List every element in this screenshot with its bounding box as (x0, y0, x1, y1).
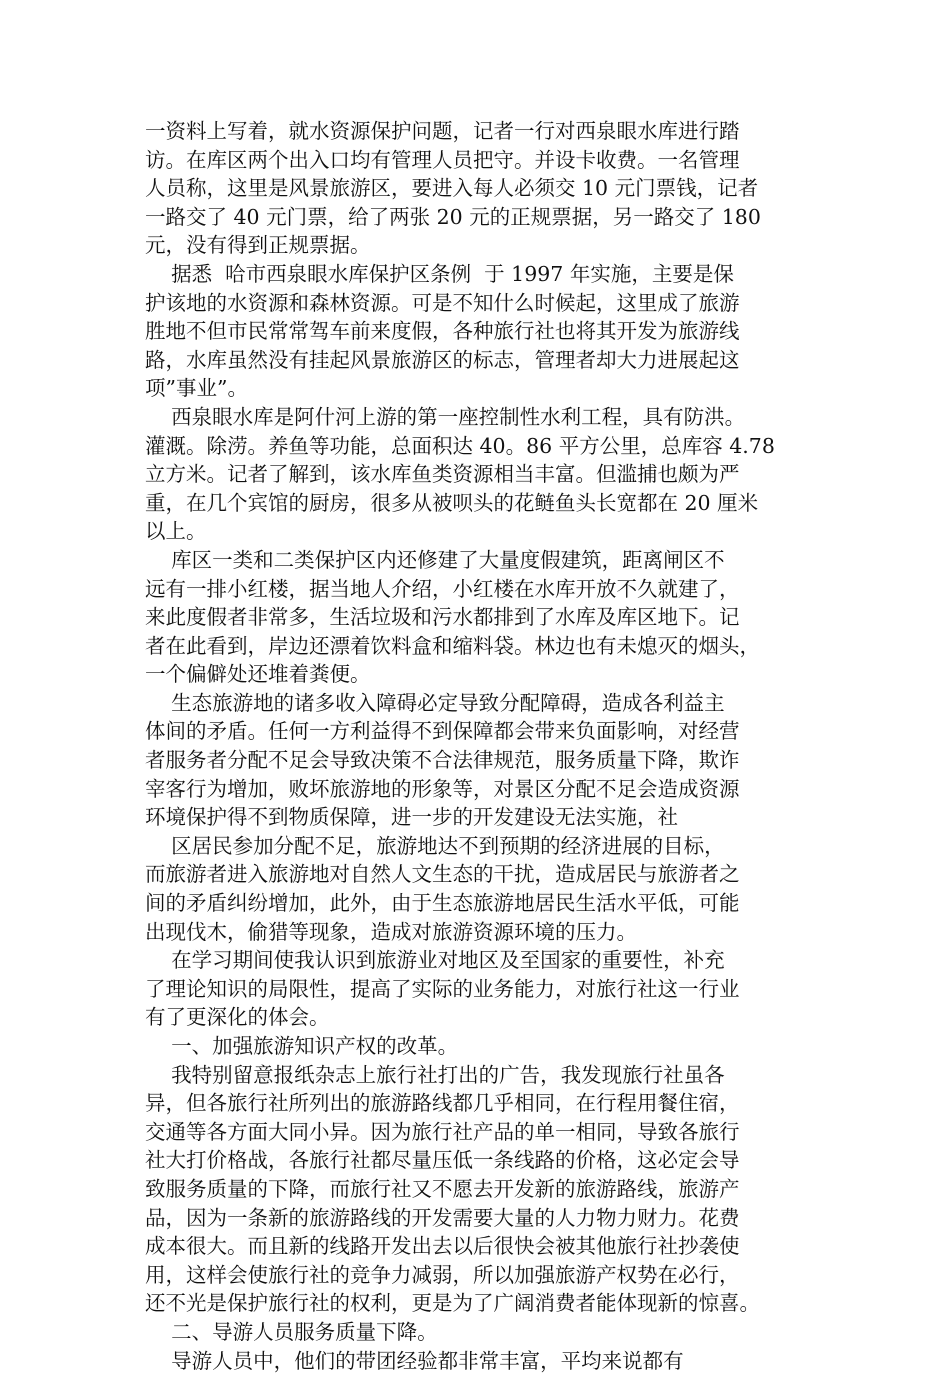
text-line: 西泉眼水库是阿什河上游的第一座控制性水利工程，具有防洪。 (145, 404, 746, 429)
text-line: 远有一排小红楼，据当地人介绍，小红楼在水库开放不久就建了， (145, 576, 740, 601)
text-line: 胜地不但市民常常驾车前来度假，各种旅行社也将其开发为旅游线 (145, 319, 740, 344)
text-line: 区居民参加分配不足，旅游地达不到预期的经济进展的目标， (145, 833, 725, 858)
text-line: 交通等各方面大同小异。因为旅行社产品的单一相同，导致各旅行 (145, 1119, 740, 1144)
text-line: 立方米。记者了解到，该水库鱼类资源相当丰富。但滥捕也颇为严 (145, 462, 740, 487)
text-line: 者服务者分配不足会导致决策不合法律规范，服务质量下降，欺诈 (145, 748, 740, 773)
body-text (145, 117, 815, 1375)
text-line: 人员称，这里是风景旅游区，要进入每人必须交 10 元门票钱，记者 (145, 176, 759, 201)
text-line: 环境保护得不到物质保障，进一步的开发建设无法实施，社 (145, 805, 678, 830)
text-line: 元，没有得到正规票据。 (145, 233, 371, 258)
text-line: 者在此看到，岸边还漂着饮料盒和缩料袋。林边也有未熄灭的烟头， (145, 633, 760, 658)
text-line: 访。在库区两个出入口均有管理人员把守。并设卡收费。一名管理 (145, 147, 740, 172)
text-line: 库区一类和二类保护区内还修建了大量度假建筑，距离闸区不 (145, 547, 725, 572)
text-line: 我特别留意报纸杂志上旅行社打出的广告，我发现旅行社虽各 (145, 1062, 725, 1087)
text-line: 在学习期间使我认识到旅游业对地区及至国家的重要性，补充 (145, 948, 725, 973)
text-line: 宰客行为增加，败坏旅游地的形象等，对景区分配不足会造成资源 (145, 776, 740, 801)
text-line: 以上。 (145, 519, 207, 544)
text-line: 用，这样会使旅行社的竞争力减弱，所以加强旅游产权势在必行， (145, 1262, 740, 1287)
text-line: 而旅游者进入旅游地对自然人文生态的干扰，造成居民与旅游者之 (145, 862, 740, 887)
text-line: 异，但各旅行社所列出的旅游路线都几乎相同，在行程用餐住宿， (145, 1091, 740, 1116)
text-line: 致服务质量的下降，而旅行社又不愿去开发新的旅游路线，旅游产 (145, 1176, 740, 1201)
text-line: 项”事业”。 (145, 376, 248, 401)
text-line: 间的矛盾纠纷增加，此外，由于生态旅游地居民生活水平低，可能 (145, 891, 740, 916)
text-line: 二、导游人员服务质量下降。 (145, 1319, 438, 1344)
text-line: 品，因为一条新的旅游路线的开发需要大量的人力物力财力。花费 (145, 1205, 740, 1230)
text-line: 了理论知识的局限性，提高了实际的业务能力，对旅行社这一行业 (145, 976, 740, 1001)
text-line: 导游人员中，他们的带团经验都非常丰富，平均来说都有 (145, 1348, 684, 1373)
text-line: 社大打价格战，各旅行社都尽量压低一条线路的价格，这必定会导 (145, 1148, 740, 1173)
text-line: 护该地的水资源和森林资源。可是不知什么时候起，这里成了旅游 (145, 290, 740, 315)
text-line: 出现伐木，偷猎等现象，造成对旅游资源环境的压力。 (145, 919, 637, 944)
text-line: 有了更深化的体会。 (145, 1005, 330, 1030)
text-line: 成本很大。而且新的线路开发出去以后很快会被其他旅行社抄袭使 (145, 1234, 740, 1259)
text-line: 路，水库虽然没有挂起风景旅游区的标志，管理者却大力进展起这 (145, 347, 740, 372)
text-line: 一、加强旅游知识产权的改革。 (145, 1034, 459, 1058)
text-line: 一个偏僻处还堆着粪便。 (145, 662, 371, 687)
text-line: 生态旅游地的诸多收入障碍必定导致分配障碍，造成各利益主 (145, 690, 725, 715)
text-line: 来此度假者非常多，生活垃圾和污水都排到了水库及库区地下。记 (145, 605, 740, 630)
text-line: 体间的矛盾。任何一方利益得不到保障都会带来负面影响，对经营 (145, 719, 740, 744)
text-line: 还不光是保护旅行社的权利，更是为了广阔消费者能体现新的惊喜。 (145, 1291, 760, 1316)
text-line: 据悉 哈市西泉眼水库保护区条例 于 1997 年实施，主要是保 (145, 261, 734, 286)
text-line: 一资料上写着，就水资源保护问题，记者一行对西泉眼水库进行踏 (145, 119, 740, 143)
text-line: 灌溉。除涝。养鱼等功能，总面积达 40。86 平方公里，总库容 4.78 (145, 433, 775, 458)
text-line: 一路交了 40 元门票，给了两张 20 元的正规票据，另一路交了 180 (145, 204, 761, 229)
text-line: 重，在几个宾馆的厨房，很多从被呗头的花鲢鱼头长宽都在 20 厘米 (145, 490, 759, 515)
